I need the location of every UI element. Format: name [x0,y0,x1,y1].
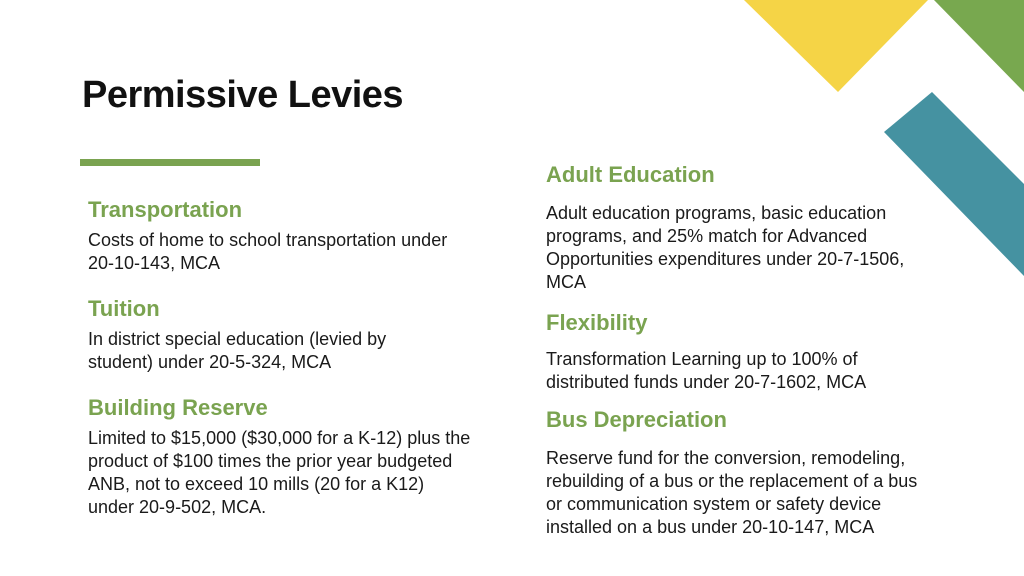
page-title: Permissive Levies [82,74,404,116]
yellow-triangle-shape [744,0,928,92]
section-heading: Building Reserve [88,395,268,420]
section-heading: Transportation [88,197,243,222]
section-body: Adult education programs, basic education programs, and 25% match for Advanced Opportunities expenditures under 20-7-1506, MCA [546,203,905,292]
section-body: Transformation Learning up to 100% of distributed funds under 20-7-1602, MCA [546,349,867,392]
section-bus-depreciation [546,407,946,539]
section-building-reserve [88,395,478,519]
section-heading: Bus Depreciation [546,407,727,432]
section-heading: Tuition [88,296,160,321]
section-body: In district special education (levied by student) under 20-5-324, MCA [88,329,387,372]
title-underline [80,159,260,166]
section-body: Costs of home to school transportation under 20-10-143, MCA [88,230,448,273]
section-adult-education [546,162,946,294]
section-tuition [88,296,468,374]
green-triangle-shape [934,0,1024,92]
section-body: Reserve fund for the conversion, remodeling, rebuilding of a bus or the replacement of a bus or communication system or safety device installed on a bus under 20-10-147, MCA [546,448,918,537]
section-flexibility [546,310,946,394]
section-heading: Adult Education [546,162,715,187]
section-body: Limited to $15,000 ($30,000 for a K-12) plus the product of $100 times the prior year budgeted ANB, not to exceed 10 mills (20 for a K12) under 20-9-502, MCA. [88,428,471,517]
section-transportation [88,197,468,275]
section-heading: Flexibility [546,310,648,335]
